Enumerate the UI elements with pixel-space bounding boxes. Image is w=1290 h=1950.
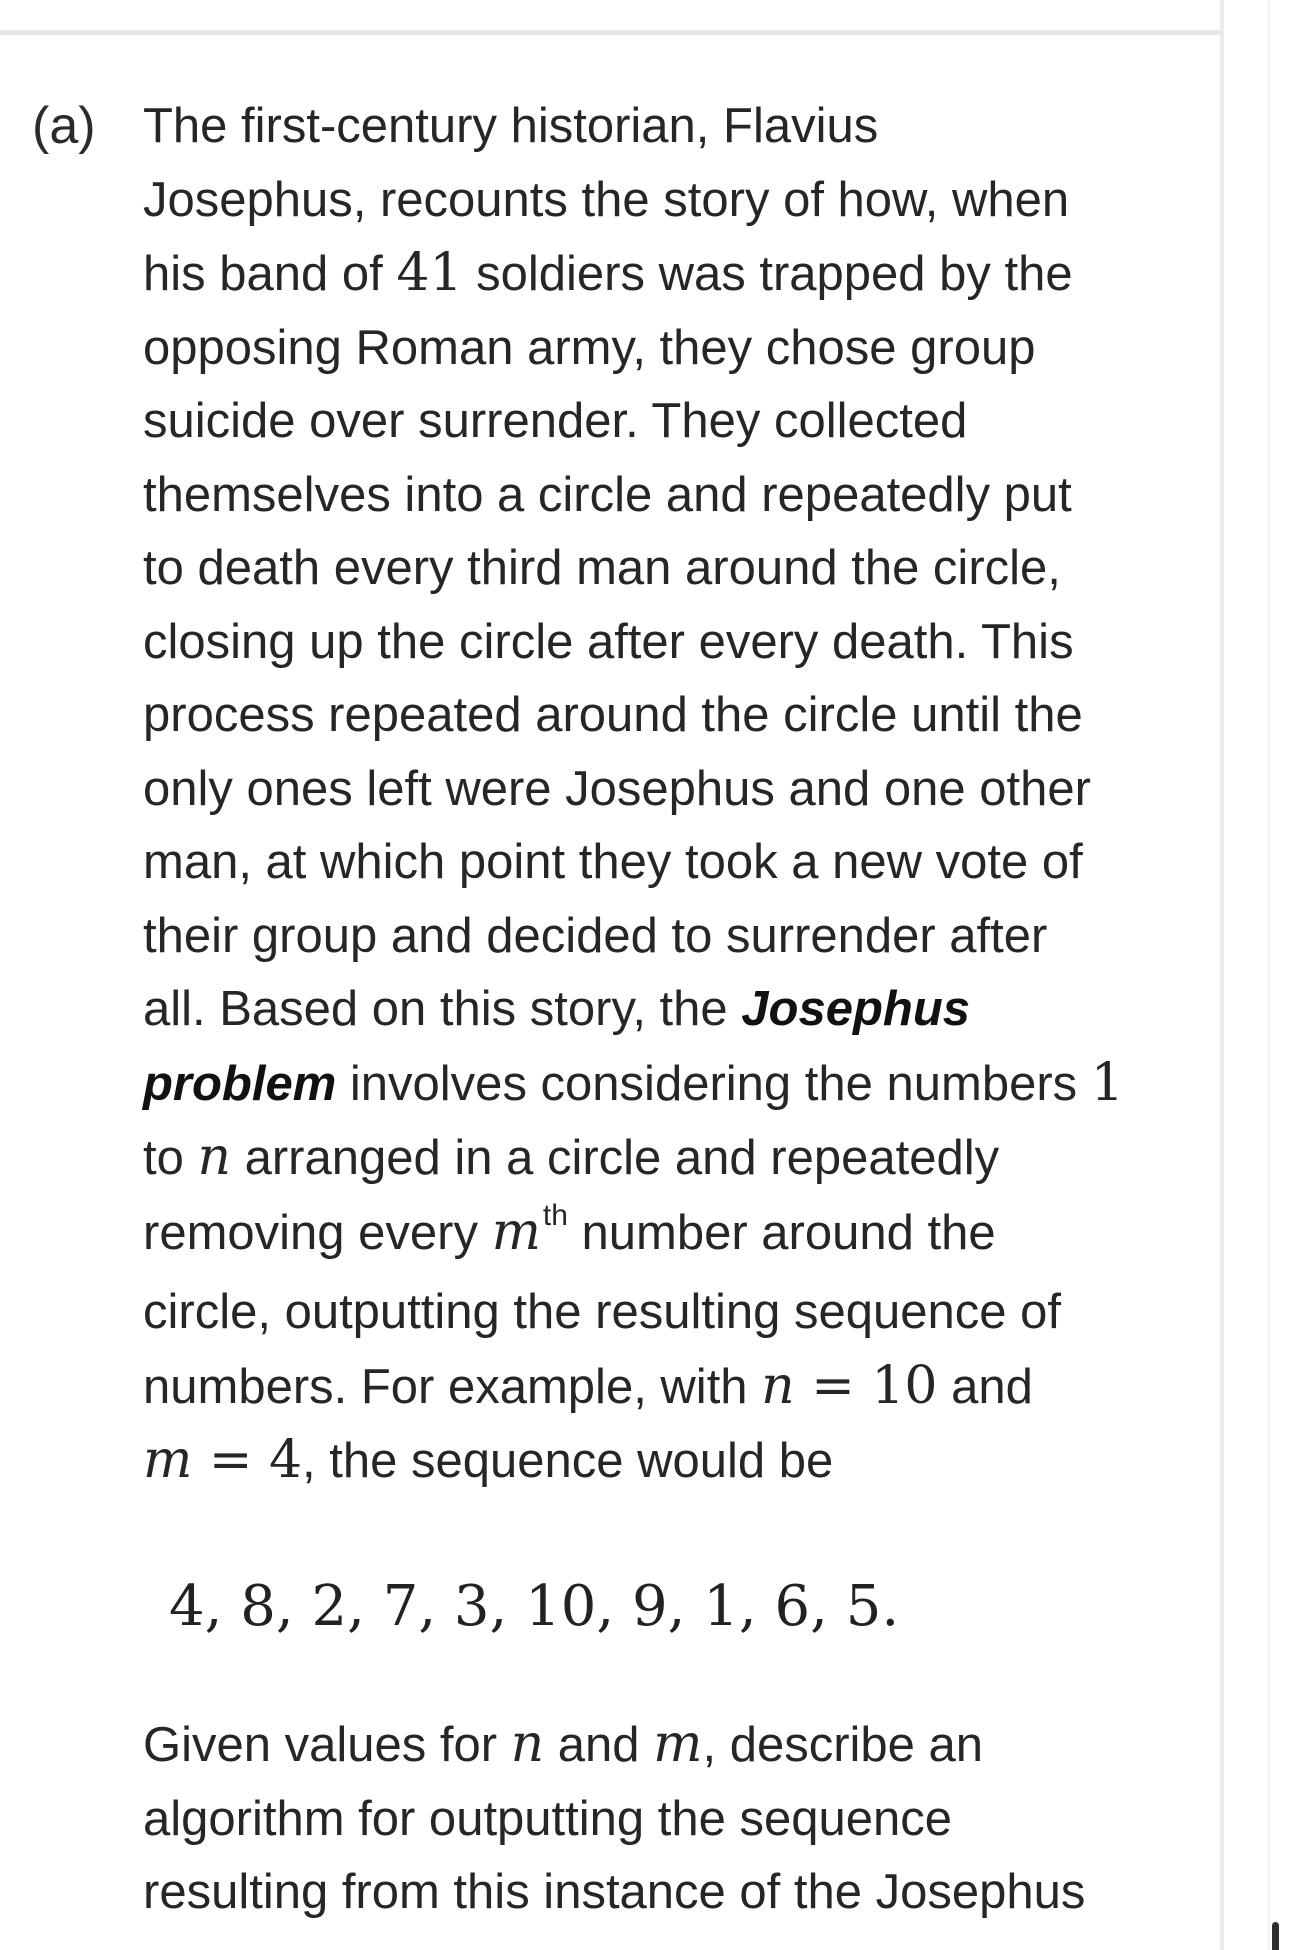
text-line <box>143 973 1203 1047</box>
math-variable-n: n <box>197 1127 231 1187</box>
text-run: Given values for <box>143 1718 511 1772</box>
text-line: The first-century historian, Flavius <box>143 99 879 153</box>
text-line: Josephus, recounts the story of how, when <box>143 172 1070 227</box>
math-number: 1 <box>1090 1052 1124 1113</box>
right-gutter <box>1220 0 1290 1950</box>
text-line <box>143 1708 1203 1783</box>
text-line <box>143 1196 1203 1277</box>
text-line: resulting from this instance of the Josephus <box>143 1865 1086 1919</box>
math-equals: = <box>192 1430 269 1490</box>
text-run: number around the <box>567 1205 996 1260</box>
text-run: arranged in a circle and repeatedly <box>230 1131 1000 1185</box>
text-run: numbers. For example, with <box>143 1359 762 1414</box>
term-emphasis: Josephus <box>741 982 971 1036</box>
problem-statement <box>143 90 1203 1499</box>
text-line: closing up the circle after every death. This <box>143 614 1074 669</box>
text-run: his band of <box>143 247 397 301</box>
text-line: themselves into a circle and repeatedly put <box>143 467 1072 522</box>
text-run: , the sequence would be <box>302 1434 834 1488</box>
text-run: involves considering the numbers <box>336 1056 1091 1111</box>
text-line <box>143 1424 1203 1499</box>
text-run: soldiers was trapped by the <box>462 247 1073 301</box>
text-line <box>143 237 1203 312</box>
text-run: all. Based on this story, the <box>143 982 742 1036</box>
text-line <box>143 1047 1203 1122</box>
text-line: algorithm for outputting the sequence <box>143 1791 953 1846</box>
superscript: th <box>542 1198 568 1232</box>
text-line: only ones left were Josephus and one other <box>143 761 1091 816</box>
math-number: 10 <box>871 1355 938 1416</box>
math-variable-m: m <box>143 1430 193 1490</box>
gutter-divider <box>1220 0 1224 1950</box>
text-run: to <box>143 1131 198 1185</box>
scrollbar-thumb[interactable] <box>1272 1922 1279 1950</box>
math-equals: = <box>794 1355 872 1416</box>
text-line: circle, outputting the resulting sequence of <box>143 1285 1061 1339</box>
text-run: and <box>544 1718 654 1772</box>
math-number: 4 <box>268 1430 303 1490</box>
text-line: suicide over surrender. They collected <box>143 394 968 448</box>
text-line: their group and decided to surrender after <box>143 908 1048 963</box>
text-line: opposing Roman army, they chose group <box>143 320 1036 375</box>
term-emphasis: problem <box>143 1056 337 1111</box>
text-run: removing every <box>143 1205 492 1260</box>
example-sequence: 4, 8, 2, 7, 3, 10, 9, 1, 6, 5. <box>169 1574 900 1639</box>
math-variable-n: n <box>510 1714 545 1774</box>
text-line: man, at which point they took a new vote of <box>143 835 1083 889</box>
text-line: process repeated around the circle until the <box>143 688 1083 742</box>
text-line: to death every third man around the circle, <box>143 541 1061 595</box>
task-statement <box>143 1708 1203 1930</box>
math-variable-m: m <box>491 1201 541 1262</box>
item-label: (a) <box>32 97 96 155</box>
top-divider <box>0 30 1220 35</box>
math-variable-m: m <box>653 1714 703 1774</box>
math-number: 41 <box>396 243 463 303</box>
text-run: and <box>937 1359 1033 1414</box>
scrollbar-track[interactable] <box>1268 0 1270 1950</box>
math-variable-n: n <box>761 1355 795 1416</box>
text-line <box>143 1121 1203 1196</box>
text-run: , describe an <box>702 1718 984 1772</box>
text-line <box>143 1350 1203 1425</box>
